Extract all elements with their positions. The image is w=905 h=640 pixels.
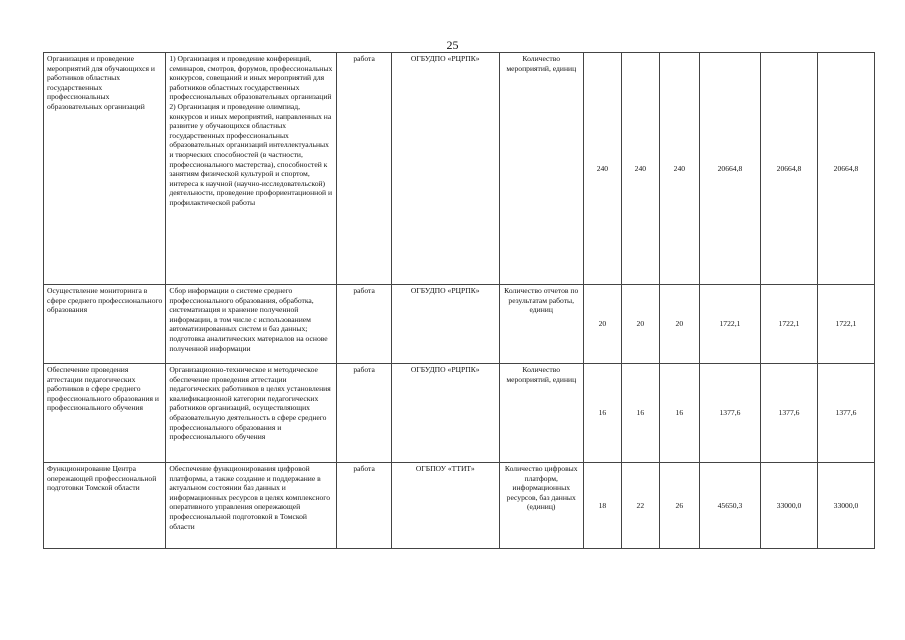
event-name-cell: Организация и проведение мероприятий для обучающихся и работников областных государственных профессиональных образовательных организаций	[44, 53, 166, 285]
organization-cell: ОГБУДПО «РЦРПК»	[391, 285, 499, 364]
funding-year1-cell: 1722,1	[699, 285, 760, 364]
funding-year2-cell: 20664,8	[761, 53, 818, 285]
content-cell: Обеспечение функционирования цифровой платформы, а также создание и поддержание в актуальном состоянии баз данных и информационных ресурсов в целях комплексного оперативного управления опережающей профессиональной подготовкой в Томской области	[166, 463, 337, 549]
organization-cell: ОГБУДПО «РЦРПК»	[391, 53, 499, 285]
indicator-cell: Количество мероприятий, единиц	[499, 364, 583, 463]
type-cell: работа	[337, 463, 392, 549]
table-row	[44, 53, 875, 285]
funding-year2-cell: 1722,1	[761, 285, 818, 364]
indicator-cell: Количество мероприятий, единиц	[499, 53, 583, 285]
indicator-cell: Количество отчетов по результатам работы, единиц	[499, 285, 583, 364]
page-number: 25	[446, 38, 459, 52]
volume-year1-cell: 20	[583, 285, 621, 364]
type-cell: работа	[337, 285, 392, 364]
event-name-cell: Осуществление мониторинга в сфере среднего профессионального образования	[44, 285, 166, 364]
volume-year1-cell: 18	[583, 463, 621, 549]
funding-year1-cell: 1377,6	[699, 364, 760, 463]
funding-year1-cell: 20664,8	[699, 53, 760, 285]
event-name-cell: Обеспечение проведения аттестации педагогических работников в сфере среднего профессионального образования и профессионального обучения	[44, 364, 166, 463]
volume-year2-cell: 240	[621, 53, 659, 285]
volume-year1-cell: 16	[583, 364, 621, 463]
table-row	[44, 364, 875, 463]
volume-year3-cell: 20	[659, 285, 699, 364]
organization-cell: ОГБУДПО «РЦРПК»	[391, 364, 499, 463]
funding-year2-cell: 33000,0	[761, 463, 818, 549]
services-table	[43, 52, 875, 549]
content-cell: Сбор информации о системе среднего профессионального образования, обработка, систематизация и хранение полученной информации, в том числе с использованием автоматизированных систем и баз данных; подготовка аналитических материалов на основе полученной информации	[166, 285, 337, 364]
type-cell: работа	[337, 53, 392, 285]
event-name-cell: Функционирование Центра опережающей профессиональной подготовки Томской области	[44, 463, 166, 549]
content-cell: Организационно-техническое и методическое обеспечение проведения аттестации педагогических работников в целях установления квалификационной категории педагогических работников организаций, осуществляющих образовательную деятельность в сфере среднего профессионального образования и профессионального обучения	[166, 364, 337, 463]
volume-year3-cell: 26	[659, 463, 699, 549]
organization-cell: ОГБПОУ «ТТИТ»	[391, 463, 499, 549]
volume-year2-cell: 16	[621, 364, 659, 463]
funding-year3-cell: 33000,0	[817, 463, 874, 549]
volume-year3-cell: 16	[659, 364, 699, 463]
volume-year2-cell: 20	[621, 285, 659, 364]
funding-year1-cell: 45650,3	[699, 463, 760, 549]
funding-year3-cell: 1377,6	[817, 364, 874, 463]
content-cell: 1) Организация и проведение конференций, семинаров, смотров, форумов, профессиональных конкурсов, совещаний и иных мероприятий для работников областных государственных профессиональных образовательных организаций 2) Организация и проведение олимпиад, конкурсов и иных мероприятий, направленных на развитие у обучающихся областных государственных профессиональных образовательных организаций интеллектуальных и творческих способностей (в частности, профессионального мастерства), способностей к занятиям физической культурой и спортом, интереса к научной (научно-исследовательской) деятельности, проведение профориентационной и профилактической работы	[166, 53, 337, 285]
volume-year2-cell: 22	[621, 463, 659, 549]
indicator-cell: Количество цифровых платформ, информационных ресурсов, баз данных (единиц)	[499, 463, 583, 549]
table-row	[44, 463, 875, 549]
funding-year2-cell: 1377,6	[761, 364, 818, 463]
volume-year1-cell: 240	[583, 53, 621, 285]
type-cell: работа	[337, 364, 392, 463]
volume-year3-cell: 240	[659, 53, 699, 285]
funding-year3-cell: 20664,8	[817, 53, 874, 285]
table-row	[44, 285, 875, 364]
funding-year3-cell: 1722,1	[817, 285, 874, 364]
